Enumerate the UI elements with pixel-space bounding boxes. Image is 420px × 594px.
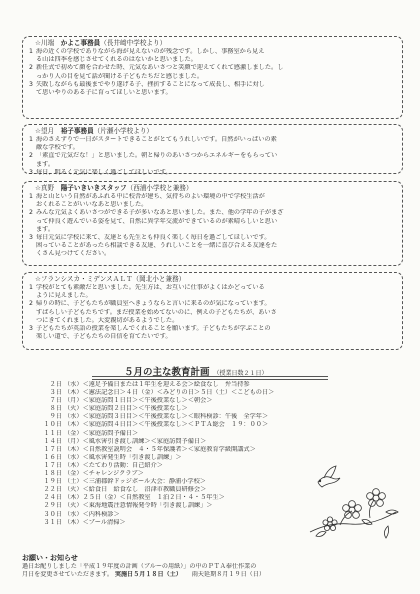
schedule-weekday: （水）: [64, 453, 83, 461]
message-header-note: （片瀬小学校より）: [93, 127, 154, 135]
schedule-date: ３日: [49, 389, 62, 397]
schedule-weekday: （木）: [64, 461, 83, 469]
schedule-row: [32, 381, 332, 389]
schedule-date: ３１日: [43, 518, 62, 526]
schedule-event: ＜家庭訪問３日目＞＜午後授業なし＞＜眼科検診：午後 全学年＞: [82, 413, 269, 421]
message-line-text: っかり人の目を見て話が聞ける子どもたちだと感じました。: [36, 72, 204, 80]
schedule-event: ＜東海地震注意情報発令時「引き渡し訓練」＞: [82, 502, 213, 510]
schedule-row: [32, 397, 332, 405]
schedule-weekday: （金）: [64, 470, 83, 478]
message-line-number: 2: [29, 300, 33, 308]
schedule-row: [32, 486, 332, 494]
notice-event-date: 実施日５月１８日（土）: [114, 571, 182, 578]
schedule-event: ＜たてわり活動：自己紹介＞: [82, 461, 163, 469]
message-line: [29, 292, 397, 300]
schedule-weekday: （火）: [64, 502, 83, 510]
schedule-weekday: （木）: [64, 421, 83, 429]
message-line: [29, 81, 397, 89]
schedule-event: ＜家庭訪問２日目＞＜午後授業なし＞: [82, 405, 188, 413]
message-line-number: 3: [29, 233, 33, 241]
schedule-weekday: （火）: [64, 486, 83, 494]
schedule-date: １０日: [43, 421, 62, 429]
schedule-row: [32, 389, 332, 397]
message-line: [29, 284, 397, 292]
message-line: [29, 136, 397, 144]
schedule-date: ８日: [49, 405, 62, 413]
message-line: [29, 325, 397, 333]
message-line: [29, 234, 397, 242]
flower-bird-illustration: [300, 462, 404, 552]
schedule-row: [32, 478, 332, 486]
message-line-text: くさん見つけてください。: [36, 250, 111, 258]
message-line: [29, 64, 397, 72]
schedule-row: [32, 446, 332, 454]
schedule-date: ２９日: [43, 502, 62, 510]
schedule-event: ＜憲法記念日＞４日（金）＜みどりの日＞５日（土）＜こどもの日＞: [82, 389, 275, 397]
schedule-event: ＜遠足予備日または１年生を迎える会＞絵食なし 弁当持参: [82, 381, 250, 388]
message-line-text: おくれることがいいなあと思いました。: [36, 201, 148, 209]
schedule-event: ２５日（金）＜自然教室 １泊２日・４・５年生＞: [82, 494, 225, 502]
message-line-number: 2: [29, 64, 33, 72]
message-line-text: つにきてくれました。大変親切があるようでした。: [36, 316, 179, 324]
message-header-name: かよこ事務員: [60, 39, 101, 47]
schedule-row: [32, 470, 332, 478]
message-line: [29, 300, 397, 308]
message-line-number: 3: [29, 324, 33, 332]
message-line-text: 新任式で初めて顔を合わせた時、元気なあいさつと笑顔で迎えてくれて感激しました。し: [35, 64, 284, 72]
schedule-row: [32, 502, 332, 510]
schedule-row: [32, 462, 332, 470]
message-header-prefix: ☆望月: [35, 127, 61, 135]
message-line-number: 3: [29, 80, 33, 88]
message-line-text: 帰りの時に、子どもたちが職員室へきょうならと言いに来るのが気になっています。: [35, 300, 271, 308]
message-box-mano: [22, 181, 403, 266]
schedule-weekday: （木）: [64, 445, 83, 453]
schedule-weekday: （水）: [64, 510, 83, 518]
schedule-event: ＜プール清掃＞: [82, 518, 126, 526]
message-line-text: る山は四季を感じさせてくれるのはないかと思いました。: [36, 56, 197, 64]
message-line-text: 困っていることがあったら相談できる友達、うれしいことを一緒に喜び合える友達をた: [36, 242, 278, 250]
schedule-weekday: （土）: [64, 478, 83, 486]
message-box-francisca: [22, 272, 403, 350]
message-header: [35, 39, 397, 48]
notice-line-2: [22, 571, 404, 579]
message-line-text: ます。: [36, 160, 55, 168]
schedule-event: ＜チャレンジクラブ＞: [82, 470, 144, 478]
schedule-row: [32, 438, 332, 446]
message-line: [29, 201, 397, 209]
schedule-row: [32, 511, 332, 519]
schedule-event: ＜三浦郡幹ドッジボール大会：静浦小学校＞: [82, 478, 206, 486]
message-header: [35, 275, 397, 284]
message-line-text: 毎日元気に学校に来て、友達とも先生とも仲良く楽しく毎日を過ごしてほしいです。: [35, 233, 271, 241]
message-line-number: 1: [29, 284, 33, 291]
schedule-date: １７日: [43, 445, 62, 453]
schedule-weekday: （木）: [64, 389, 83, 397]
schedule-event: ＜家庭訪問４日目＞＜午後授業なし＞＜ＰＴＡ総会 １９：００＞: [82, 421, 269, 429]
schedule-row: [32, 519, 332, 527]
message-line-number: 1: [29, 136, 33, 143]
schedule-event: ＜自然教室説明会 ４・５年保護者＞＜家庭教育学級開講式＞: [82, 445, 256, 453]
message-line-text: ます。: [36, 225, 55, 233]
message-header-note: （長井﨑中学校より）: [100, 39, 167, 47]
message-line: [29, 317, 397, 325]
notice-change-text: 月日を変更させていただきます。: [22, 571, 113, 578]
message-line-number: 2: [29, 152, 33, 160]
schedule-date: １９日: [43, 478, 62, 486]
schedule-weekday: （金）: [64, 429, 83, 437]
message-line: [29, 333, 397, 341]
plan-subtitle: （授業日数２１日）: [213, 370, 268, 377]
message-header-note: （西浦小学校と兼務）: [126, 184, 193, 192]
schedule-date: １７日: [43, 461, 62, 469]
message-header: [35, 184, 397, 193]
message-header-prefix: ☆川端: [35, 39, 61, 47]
schedule-row: [32, 454, 332, 462]
schedule-event: ＜家庭訪問予備日＞: [82, 429, 139, 437]
schedule-row: [32, 494, 332, 502]
message-box-mochizuki: [22, 124, 403, 174]
message-line-text: て思いやりのある子に育ってほしいと思います。: [36, 88, 172, 96]
message-line-text: 毎日、明るく元気に楽しく過ごしてほしいです。: [35, 168, 172, 176]
schedule-event: ＜風水害発生時「引き渡し訓練」＞: [82, 453, 182, 461]
message-line: [29, 56, 397, 64]
message-line: [29, 169, 397, 177]
schedule-event: ＜風水害引き渡し訓練＞＜家庭訪問予備日＞: [82, 437, 207, 445]
notice-rain-date: 雨天延期８月１９日（日）: [191, 571, 265, 578]
schedule-row: [32, 430, 332, 438]
message-line-text: 「素直で元気だな！」と思いました。朝と帰りのあいさつからエネルギーをもらってい: [35, 152, 278, 160]
schedule-event: ＜家庭訪問１日目＞＜午後授業なし＞＜朝会＞: [82, 397, 213, 405]
schedule-date: ２４日: [43, 494, 62, 502]
message-line-number: 1: [29, 193, 33, 200]
schedule-date: １８日: [43, 470, 62, 478]
notice-line-1: 過日お配りしました「平成１９年度の計画（ブルーの用紙）」の中のＰＴＡ奉仕作業の: [22, 563, 257, 570]
message-line: [29, 73, 397, 81]
schedule-weekday: （木）: [64, 518, 83, 526]
message-line-number: 1: [29, 48, 33, 55]
schedule-date: ３０日: [43, 510, 62, 518]
schedule-weekday: （火）: [64, 405, 83, 413]
message-line: [29, 144, 397, 152]
message-line: [29, 226, 397, 234]
schedule-date: １６日: [43, 453, 62, 461]
notice-title: お願い・お知らせ: [22, 554, 78, 562]
schedule-weekday: （水）: [64, 381, 83, 388]
message-line-text: 失敗しながらも最後までやり遂げる子、挫折することになって成長し、相手に対し: [35, 80, 265, 88]
message-line-text: 海と山という自然があふれる中に校舎が建ち、気持ちのよい環境の中で学校生活が: [35, 193, 265, 200]
message-line: [29, 242, 397, 250]
message-line: [29, 193, 397, 201]
schedule-event: ＜内科検診＞: [82, 510, 120, 518]
message-line-text: 子どもたちが英語の授業を楽しんでくれることを願います。子どもたちが学ぶことの: [35, 324, 271, 332]
message-header: [35, 127, 397, 136]
schedule-row: [32, 405, 332, 413]
message-line: [29, 161, 397, 169]
message-line: [29, 218, 397, 226]
message-line: [29, 309, 397, 317]
schedule-date: ７日: [49, 397, 62, 405]
message-line-text: 学校がとても素敵だと思いました。先生方は、お互いに仕事がよくはかどっている: [35, 284, 265, 291]
schedule-row: [32, 413, 332, 421]
message-line: [29, 209, 397, 217]
schedule-weekday: （木）: [64, 494, 83, 502]
message-line-text: 敵な学校です。: [36, 144, 79, 152]
schedule-weekday: （水）: [64, 413, 83, 421]
message-line: [29, 89, 397, 97]
message-line-text: ように見えました。: [36, 292, 92, 300]
schedule-list: [32, 381, 332, 527]
message-line-text: みんな元気よくあいさつができる子が多いなあと思いました。また、他の学年の子がまざ: [35, 209, 284, 217]
message-box-kawabata: [22, 36, 403, 119]
message-header-name: 陽子いきいきスタッフ: [60, 184, 127, 192]
message-header-name: 裕子事務員: [60, 127, 94, 135]
schedule-date: ２２日: [43, 486, 62, 494]
message-line-text: 海の近くの学校でありながら海が見えないのが残念です。しかし、事務室から見え: [35, 48, 265, 55]
plan-title-text: ５月の主な教育計画: [124, 367, 210, 378]
message-line-text: すばらしい子どもたちです。まだ授業を始めてないのに、例えの子どもたちが、あいさ: [36, 308, 277, 316]
schedule-row: [32, 421, 332, 429]
message-header-prefix: ☆フランシスカ・ミデンスＡＬＴ: [35, 275, 133, 283]
message-header-note: （岡北小と兼務）: [132, 275, 186, 283]
message-line: [29, 152, 397, 160]
schedule-date: ２日: [49, 381, 62, 388]
message-line: [29, 250, 397, 258]
schedule-date: ９日: [49, 413, 62, 421]
schedule-date: １４日: [43, 437, 62, 445]
schedule-date: １１日: [43, 429, 62, 437]
message-line-text: って仲良く遊んでいる姿を見て、自然に異学年交流ができているのが素晴らしいと思い: [36, 217, 278, 225]
message-line-number: 3: [29, 168, 33, 176]
message-line-text: 海のさえずりで一日がスタートできることがとてもうれしいです。自然がいっぱいの素: [35, 136, 277, 143]
schedule-event: ＜給食日 給食なし 沼津市教職員研修会＞: [82, 486, 207, 494]
schedule-weekday: （月）: [64, 397, 83, 405]
plan-title-underline: [92, 376, 328, 380]
message-line-number: 2: [29, 209, 33, 217]
message-header-prefix: ☆真野: [35, 184, 61, 192]
message-line: [29, 48, 397, 56]
schedule-weekday: （月）: [64, 437, 83, 445]
message-line-text: 楽しい道で、子どもたちの自信を育てたいです。: [36, 333, 172, 341]
notice-body: [22, 563, 404, 579]
